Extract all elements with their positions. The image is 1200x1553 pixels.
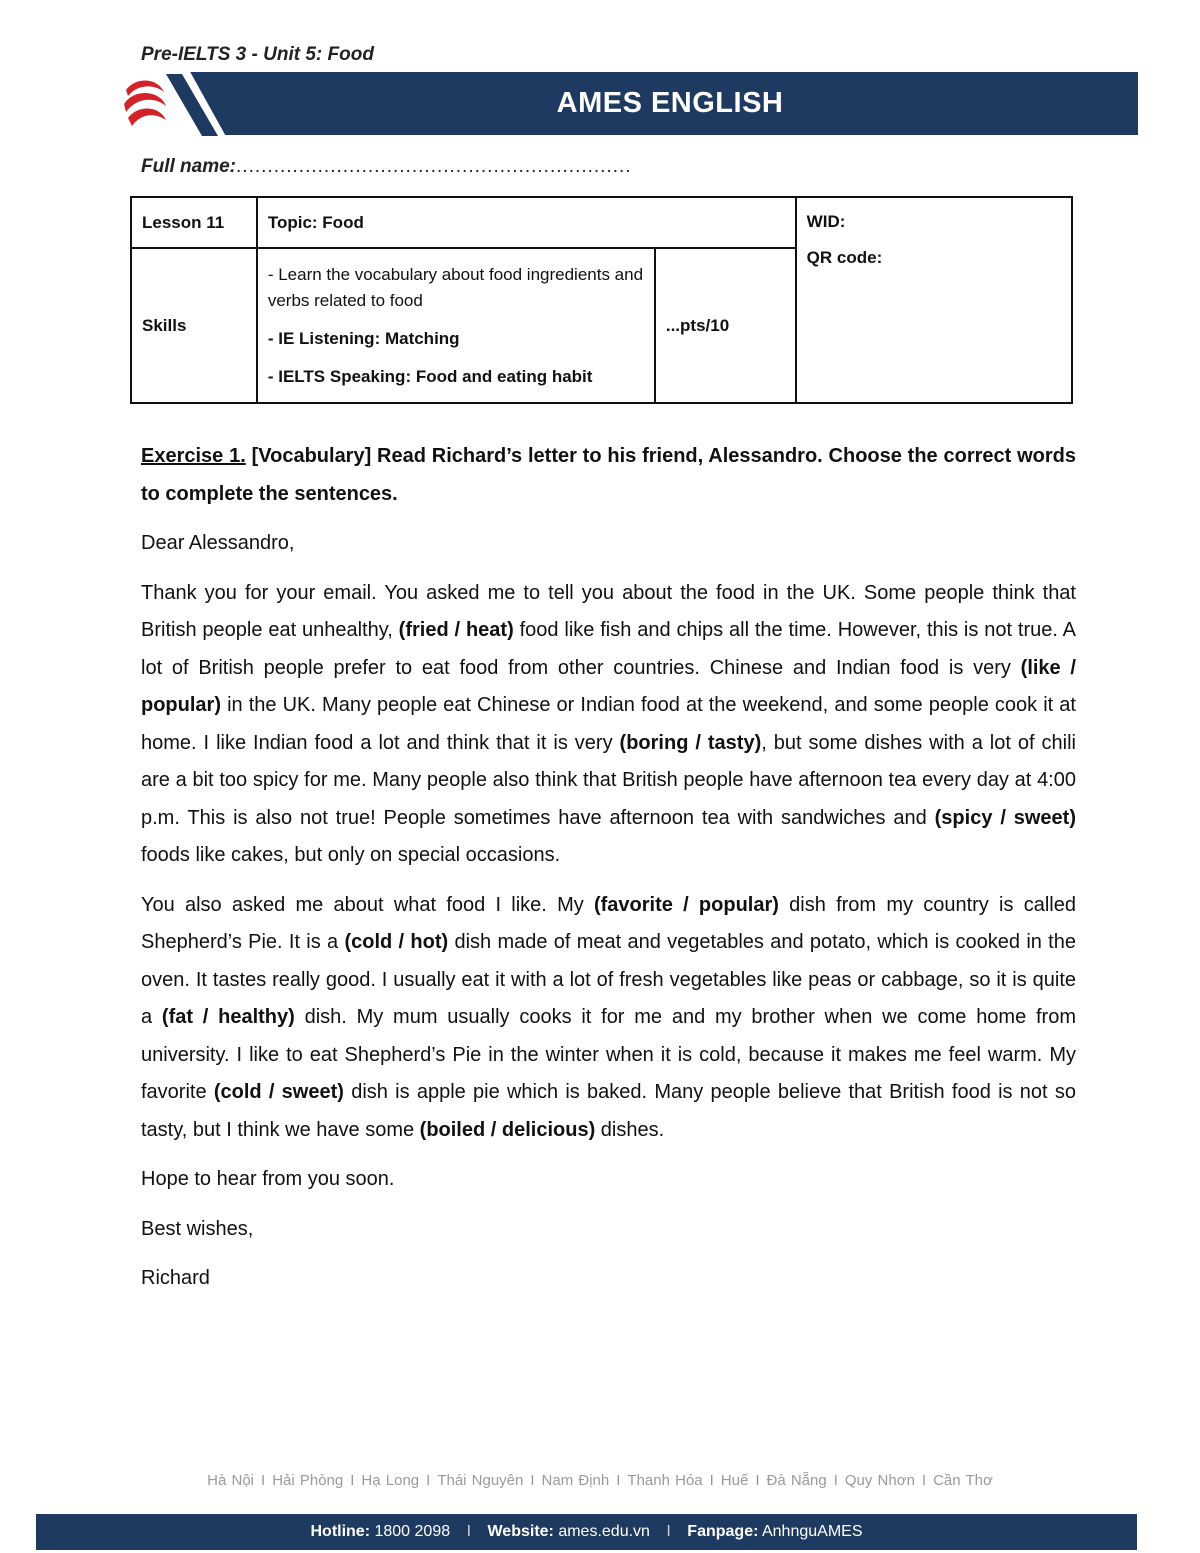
topic-cell: Topic: Food <box>257 197 796 248</box>
exercise-instruction <box>141 438 1076 513</box>
letter-greeting: Dear Alessandro, <box>141 532 295 554</box>
city: Nam Định <box>541 1472 610 1489</box>
skills-list-cell <box>257 248 655 403</box>
word-choice[interactable]: (cold / sweet) <box>213 1081 344 1103</box>
lesson-cell: Lesson 11 <box>131 197 257 248</box>
lesson-info-table <box>130 196 1073 404</box>
skill-item: - IELTS Speaking: Food and eating habit <box>267 366 593 386</box>
letter-sign-off: Best wishes, <box>141 1217 254 1240</box>
skill-item: - IE Listening: Matching <box>267 328 460 348</box>
city: Đà Nẵng <box>766 1472 827 1489</box>
hotline-label: Hotline: <box>310 1523 371 1540</box>
city: Cần Thơ <box>933 1472 993 1489</box>
city: Hạ Long <box>361 1472 420 1489</box>
exercise-label: Exercise 1. <box>141 445 246 467</box>
word-choice[interactable]: (fat / healthy) <box>161 1006 295 1028</box>
header-banner <box>162 72 1138 135</box>
fanpage-label: Fanpage: <box>687 1523 759 1540</box>
ames-logo-icon <box>118 68 228 140</box>
fanpage-link[interactable]: AnhnguAMES <box>761 1523 863 1540</box>
points-cell: ...pts/10 <box>655 248 796 403</box>
city-list: Hà Nội I Hải Phòng I Hạ Long I Thái Nguyên I Nam Định I Thanh Hóa I Huế I Đà Nẵng I Quy Nhơn I Cần Thơ <box>207 1472 993 1489</box>
skills-label-cell: Skills <box>131 248 257 403</box>
skill-item: - Learn the vocabulary about food ingredients and verbs related to food <box>267 264 644 310</box>
exercise-instruction-text: [Vocabulary] Read Richard’s letter to his friend, Alessandro. Choose the correct words to complete the sentences. <box>141 445 1077 505</box>
city: Quy Nhơn <box>844 1472 915 1489</box>
footer-bar: Hotline: 1800 2098 I Website: ames.edu.vn I Fanpage: AnhnguAMES <box>36 1514 1137 1550</box>
city: Hải Phòng <box>272 1472 344 1489</box>
word-choice[interactable]: (spicy / sweet) <box>934 806 1076 829</box>
word-choice[interactable]: (cold / hot) <box>344 931 449 953</box>
website-link[interactable]: ames.edu.vn <box>558 1523 650 1540</box>
word-choice[interactable]: (favorite / popular) <box>593 893 779 916</box>
city: Huế <box>720 1472 749 1489</box>
hotline-number[interactable]: 1800 2098 <box>374 1523 451 1540</box>
letter-paragraph-2: You also asked me about what food I like. My (favorite / popular) dish from my country is called Shepherd’s Pie. It is a (cold / hot) dish made of meat and vegetables and potato, which is cooked in the oven. It tastes really good. I usually eat it with a lot of fresh vegetables like peas or cabbage, so it is quite a (fat / healthy) dish. My mum usually cooks it for me and my brother when we come home from university. I like to eat Shepherd’s Pie in the winter when it is cold, because it makes me feel warm. My favorite (cold / sweet) dish is apple pie which is baked. Many people believe that British food is not so tasty, but I think we have some (boiled / delicious) dishes. <box>141 893 1076 1141</box>
letter-paragraph-1: Thank you for your email. You asked me to tell you about the food in the UK. Some people think that British people eat unhealthy, (fried / heat) food like fish and chips all the time. However, this is not true. A lot of British people prefer to eat food from other countries. Chinese and Indian food is very (like / popular) in the UK. Many people eat Chinese or Indian food at the weekend, and some people cook it at home. I like Indian food a lot and think that it is very (boring / tasty), but some dishes with a lot of chili are a bit too spicy for me. Many people also think that British people have afternoon tea every day at 4:00 p.m. This is also not true! People sometimes have afternoon tea with sandwiches and (spicy / sweet) foods like cakes, but only on special occasions. <box>141 581 1077 866</box>
full-name-label: Full name: <box>141 156 237 177</box>
full-name-field <box>141 156 632 178</box>
banner-title: AMES ENGLISH <box>556 87 784 119</box>
word-choice[interactable]: (like / popular) <box>141 656 1076 716</box>
city: Hà Nội <box>207 1472 255 1489</box>
wid-qr-cell <box>796 197 1072 403</box>
letter-signature: Richard <box>141 1267 210 1289</box>
city: Thanh Hóa <box>627 1472 703 1489</box>
unit-title: Pre-IELTS 3 - Unit 5: Food <box>141 44 374 65</box>
word-choice[interactable]: (boiled / delicious) <box>419 1118 596 1141</box>
city: Thái Nguyên <box>437 1472 524 1489</box>
word-choice[interactable]: (fried / heat) <box>398 619 514 641</box>
word-choice[interactable]: (boring / tasty) <box>619 731 762 754</box>
full-name-blank: ............................................................... <box>236 156 632 177</box>
qr-code-label: QR code: <box>806 248 883 267</box>
wid-label: WID: <box>806 212 846 231</box>
letter-closing: Hope to hear from you soon. <box>141 1168 395 1190</box>
website-label: Website: <box>487 1523 554 1540</box>
exercise-content <box>141 438 1076 1310</box>
